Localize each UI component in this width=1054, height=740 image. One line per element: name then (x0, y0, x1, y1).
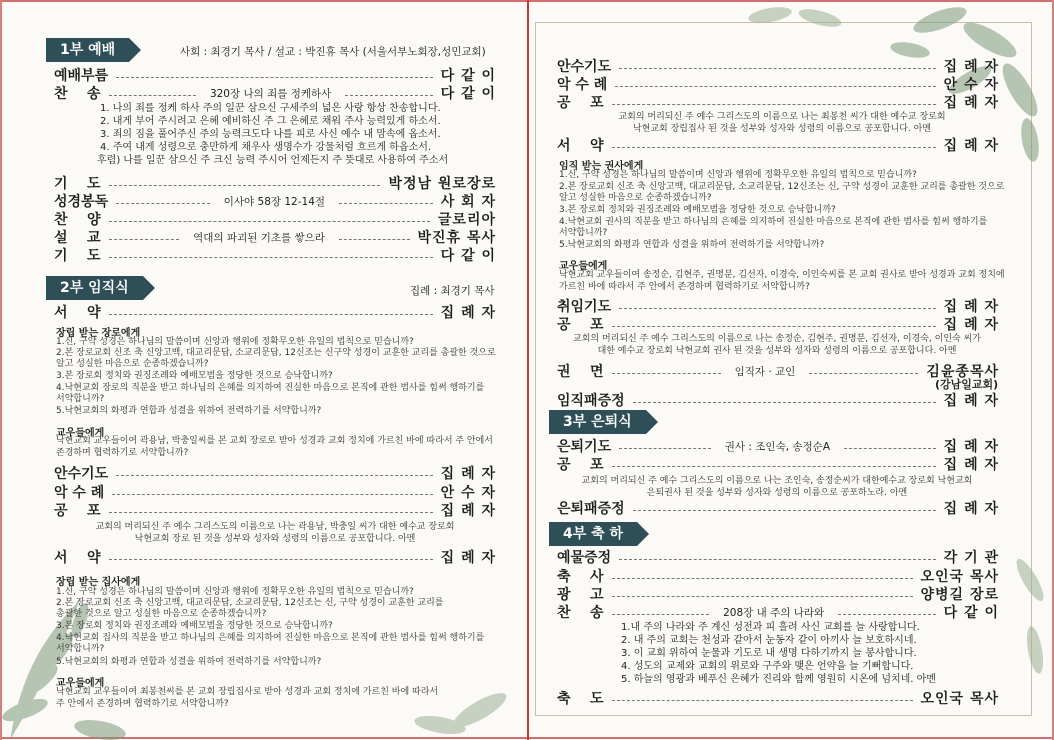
order-row (54, 84, 496, 102)
vow-item: 2.본 장로교회 신조 축 신앙고백, 대교리문답, 소교리문답, 12신조는 신, 구약 성경이 교훈한 교리를 (56, 598, 444, 608)
order-label: 안수기도 (557, 59, 612, 75)
order-label: 서 약 (54, 550, 101, 566)
order-value: 김윤종목사 (926, 364, 999, 380)
order-row (557, 548, 999, 566)
kwon-vow-title: 임직 받는 권사에게 (559, 161, 644, 172)
hymn-verse: 5. 하늘의 영광과 베푸신 은혜가 진리와 함께 영원히 시온에 넘치네. 아멘 (621, 674, 936, 685)
order-value: 집 례 자 (943, 59, 999, 75)
order-label: 예배부름 (54, 68, 109, 84)
order-label: 안수기도 (54, 466, 109, 482)
order-row (557, 567, 999, 585)
order-label: 공 포 (557, 95, 604, 111)
order-row (557, 297, 999, 315)
order-label: 찬 송 (557, 605, 604, 621)
part2-header: 집례 : 최경기 목사 (410, 285, 495, 297)
order-value: 집 례 자 (943, 95, 999, 111)
order-row (557, 585, 999, 603)
members-title: 교우들에게 (559, 261, 608, 272)
order-label: 공 포 (557, 457, 604, 473)
vow-item: 4.낙현교회 집사의 직분을 받고 하나님의 은혜를 의지하여 진실한 마음으로 본직에 관한 범사를 힘써 행하기를 (56, 633, 485, 643)
vow-item: 4.낙현교회 장로의 직분을 받고 하나님의 은혜를 의지하여 진실한 마음으로 본직에 관한 범사를 힘써 행하기를 (56, 383, 485, 393)
vow-item: 총괄한 것으로 알고 성실한 마음으로 순종하겠습니까? (56, 609, 267, 619)
order-row (557, 315, 999, 333)
order-label: 공 포 (54, 503, 101, 519)
vow-item: 5.낙현교회의 화평과 연합과 성결을 위하여 전력하기를 서약합니까? (56, 406, 322, 416)
order-label: 은퇴기도 (557, 439, 612, 455)
vow-item: 2.본 장로교회 신조 축 신앙고백, 대교리문답, 소교리문답, 12신조는 신, 구약 성경이 교훈한 교리를 총괄한 것으로 (559, 182, 1005, 192)
elder-vow-title: 장립 받는 장로에게 (56, 328, 141, 339)
members-title: 교우들에게 (56, 428, 105, 439)
vow-item: 5.낙현교회의 화평과 연합과 성결을 위하여 전력하기를 서약합니까? (56, 657, 322, 667)
members-text: 가르친 바에 따라서 주 안에서 존경하며 협력하기로 서약합니까? (559, 282, 810, 292)
order-value: 집 례 자 (943, 439, 999, 455)
hymn-verse: 4. 성도의 교제와 교회의 위로와 구주와 맺은 언약을 늘 기뻐합니다. (621, 661, 914, 672)
hymn-verse: 1. 나의 죄를 정케 하사 주의 일꾼 삼으신 구세주의 넓은 사랑 항상 찬송합니다. (100, 103, 441, 114)
vow-item: 2.본 장로교회 신조 축 신앙고백, 대교리문답, 소교리문답, 12신조는 신구약 성경이 교훈한 교리를 총괄한 것으로 (56, 348, 496, 358)
order-row (54, 210, 496, 228)
order-label: 임직패증정 (557, 393, 625, 409)
vow-item: 5.낙현교회의 화평과 연합과 성결을 위하여 전력하기를 서약합니까? (559, 240, 825, 250)
order-value: 박정남 원로장로 (388, 176, 496, 192)
vow-item: 3.본 장로회 정치와 권징조례와 예배모범을 정당한 것으로 승낙합니까? (56, 371, 333, 381)
members-text: 존경하며 협력하기로 서약합니까? (56, 448, 189, 458)
order-value: 집 례 자 (440, 305, 496, 321)
order-middle: 권사 : 조인숙, 송정순A (719, 439, 836, 454)
vow-item: 서약합니까? (56, 394, 105, 404)
order-row (54, 548, 496, 566)
deacon-vow-title: 장립 받는 집사에게 (56, 577, 141, 588)
order-label: 취임기도 (557, 299, 612, 315)
order-label: 서 약 (54, 305, 101, 321)
order-value: 집 례 자 (943, 393, 999, 409)
order-middle: 208장 내 주의 나라와 (717, 605, 830, 620)
order-row (54, 464, 496, 482)
order-row (557, 437, 999, 455)
vow-item: 서약합니까? (559, 228, 608, 238)
order-label: 악 수 례 (54, 485, 105, 501)
order-value: 집 례 자 (440, 550, 496, 566)
order-label: 악 수 례 (557, 77, 608, 93)
vow-item: 3.본 장로회 정치와 권징조례와 예배모범을 정당한 것으로 승낙합니까? (56, 621, 333, 631)
order-value: 집 례 자 (440, 503, 496, 519)
order-row (557, 136, 999, 154)
proclamation-text: 교회의 머리되신 주 예수 그리스도의 이름으로 나는 송정순, 김현주, 권명분, 김선자, 이경숙, 이인숙 씨가 (573, 334, 981, 344)
order-row (54, 174, 496, 192)
order-value: 집 례 자 (440, 466, 496, 482)
order-value: 박진휴 목사 (417, 230, 496, 246)
proclamation-text: 대한 예수교 장로회 낙현교회 권사 된 것을 성부와 성자와 성령의 이름으로 공포합니다. 아멘 (597, 346, 957, 356)
proclamation-text: 교회의 머리되신 주 예수 그리스도의 이름으로 나는 조인숙, 송정순씨가 대한예수교 장로회 낙현교회 (581, 476, 973, 486)
order-row (54, 66, 496, 84)
members-text: 주 안에서 존경하며 협력하기로 서약합니까? (56, 699, 229, 709)
hymn-verse: 3. 죄의 짐을 풀어주신 주의 능력크도다 나를 피로 사신 예수 내 맘속에 옵소서. (100, 129, 441, 140)
order-value: 집 례 자 (943, 317, 999, 333)
section-title-part3: 3부 은퇴식 (549, 410, 646, 434)
order-value: 다 같 이 (440, 86, 496, 102)
hymn-verse: 4. 주여 내게 성령으로 충만하게 채우사 생명수가 강물처럼 흐르게 하옵소서. (100, 142, 432, 153)
page-spine (527, 0, 529, 740)
hymn-verse: 3. 이 교회 위하여 눈물과 기도로 내 생명 다하기까지 늘 봉사합니다. (621, 648, 917, 659)
order-row (557, 362, 999, 380)
order-value: 오인국 목사 (920, 691, 999, 707)
order-label: 기 도 (54, 248, 101, 264)
order-value: 오인국 목사 (920, 569, 999, 585)
order-label: 찬 송 (54, 86, 101, 102)
hymn-verse: 1.내 주의 나라와 주 계신 성전과 피 흘려 사신 교회를 늘 사랑합니다. (621, 622, 920, 633)
order-label: 축 사 (557, 569, 604, 585)
members-text: 낙현교회 교우들이여 송정순, 김현주, 권명분, 김선자, 이경숙, 이인숙씨를 본 교회 권사로 받아 성경과 교회 정치에 (559, 270, 1005, 280)
order-row (557, 603, 999, 621)
order-value: 다 같 이 (440, 248, 496, 264)
order-middle: 역대의 파괴된 기초를 쌓으라 (187, 230, 331, 245)
preacher-church: (강남일교회) (935, 378, 999, 391)
vow-item: 1.신, 구약 성경은 하나님의 말씀이며 신앙과 행위에 정확무오한 유일의 법칙으로 믿습니까? (559, 170, 917, 180)
order-label: 공 포 (557, 317, 604, 333)
section-title-part2: 2부 임직식 (46, 276, 143, 300)
proclamation-text: 낙현교회 장로 된 것을 성부와 성자와 성령의 이름으로 공포합니다. 아멘 (134, 534, 416, 544)
section-title-part4: 4부 축 하 (549, 522, 637, 546)
vow-item: 알고 성실한 마음으로 순종하겠습니까? (56, 359, 209, 369)
order-value: 집 례 자 (943, 299, 999, 315)
order-label: 설 교 (54, 230, 101, 246)
order-value: 다 같 이 (943, 605, 999, 621)
hymn-verse: 2. 내게 부어 주시려고 은혜 예비하신 주 그 은혜로 채워 주사 능력있게 하소서. (100, 116, 441, 127)
order-row (54, 303, 496, 321)
order-label: 은퇴패증정 (557, 501, 625, 517)
order-row (54, 501, 496, 519)
order-value: 안 수 자 (440, 485, 496, 501)
order-middle: 임직자 · 교인 (729, 364, 802, 379)
order-row (557, 689, 999, 707)
proclamation-text: 낙현교회 장립집사 된 것을 성부와 성자와 성령의 이름으로 공포합니다. 아멘 (632, 124, 932, 134)
order-middle: 이사야 58장 12-14절 (218, 194, 331, 209)
order-label: 서 약 (557, 138, 604, 154)
section-title-part1: 1부 예배 (46, 38, 129, 62)
order-label: 찬 양 (54, 212, 101, 228)
order-value: 집 례 자 (943, 457, 999, 473)
order-label: 광 고 (557, 587, 604, 603)
order-value: 안 수 자 (943, 77, 999, 93)
order-value: 집 례 자 (943, 138, 999, 154)
order-value: 사 회 자 (440, 194, 497, 210)
order-value: 집 례 자 (943, 501, 999, 517)
part1-header: 사회 : 최경기 목사 / 설교 : 박진휴 목사 (서울서부노회장,성민교회) (180, 46, 486, 58)
members-title: 교우들에게 (56, 678, 105, 689)
vow-item: 1.신, 구약 성경은 하나님의 말씀이며 신앙과 행위에 정확무오한 유일의 법칙으로 믿습니까? (56, 587, 414, 597)
order-row (557, 455, 999, 473)
order-value: 각 기 관 (943, 550, 999, 566)
order-row (54, 192, 496, 210)
members-text: 낙현교회 교우들이여 곽용남, 박충일씨를 본 교회 장로로 받아 성경과 교회 정치에 가르친 바에 따라서 주 안에서 (56, 436, 494, 446)
vow-item: 4.낙현교회 권사의 직분을 받고 하나님의 은혜를 의지하여 진실한 마음으로 본직에 관한 범사를 힘써 행하기를 (559, 217, 988, 227)
order-row (54, 228, 496, 246)
proclamation-text: 교회의 머리되신 주 예수 그리스도의 이름으로 나는 곽용남, 박충일 씨가 대한 예수교 장로회 (95, 522, 455, 532)
vow-item: 3.본 장로회 정치와 권징조례와 예배모범을 정당한 것으로 승낙합니까? (559, 205, 836, 215)
hymn-verse: 2. 내 주의 교회는 천성과 같아서 눈동자 같이 아끼사 늘 보호하시네. (621, 635, 917, 646)
order-row (557, 499, 999, 517)
order-row (54, 483, 496, 501)
order-label: 기 도 (54, 176, 101, 192)
order-row (557, 57, 999, 75)
order-label: 권 면 (557, 364, 604, 380)
order-label: 성경봉독 (54, 194, 109, 210)
order-row (557, 75, 999, 93)
order-row (557, 93, 999, 111)
right-page (527, 0, 1054, 740)
vow-item: 서약합니까? (56, 644, 105, 654)
order-middle: 320장 나의 죄를 정케하사 (204, 86, 337, 101)
proclamation-text: 은퇴권사 된 것을 성부와 성자와 성령의 이름으로 공포하노라. 아멘 (646, 488, 908, 498)
order-row (54, 246, 496, 264)
vow-item: 알고 성실한 마음으로 순종하겠습니까? (559, 193, 712, 203)
order-label: 축 도 (557, 691, 604, 707)
order-label: 예물증정 (557, 550, 612, 566)
order-row (557, 391, 999, 409)
vow-item: 1.신, 구약 성경은 하나님의 말씀이며 신앙과 행위에 정확무오한 유일의 법칙으로 믿습니까? (56, 337, 414, 347)
order-value: 다 같 이 (440, 68, 496, 84)
order-value: 글로리아 (437, 212, 496, 228)
members-text: 낙현교회 교우들이여 최봉천씨를 본 교회 장립집사로 받아 성경과 교회 정치에 가르친 바에 따라서 (56, 687, 439, 697)
proclamation-text: 교회의 머리되신 주 예수 그리스도의 이름으로 나는 최봉천 씨가 대한 예수교 장로회 (618, 112, 946, 122)
order-value: 양병길 장로 (920, 587, 999, 603)
hymn-verse: 후렴) 나를 일꾼 삼으신 주 크신 능력 주시어 언제든지 주 뜻대로 사용하여 주소서 (97, 155, 449, 166)
